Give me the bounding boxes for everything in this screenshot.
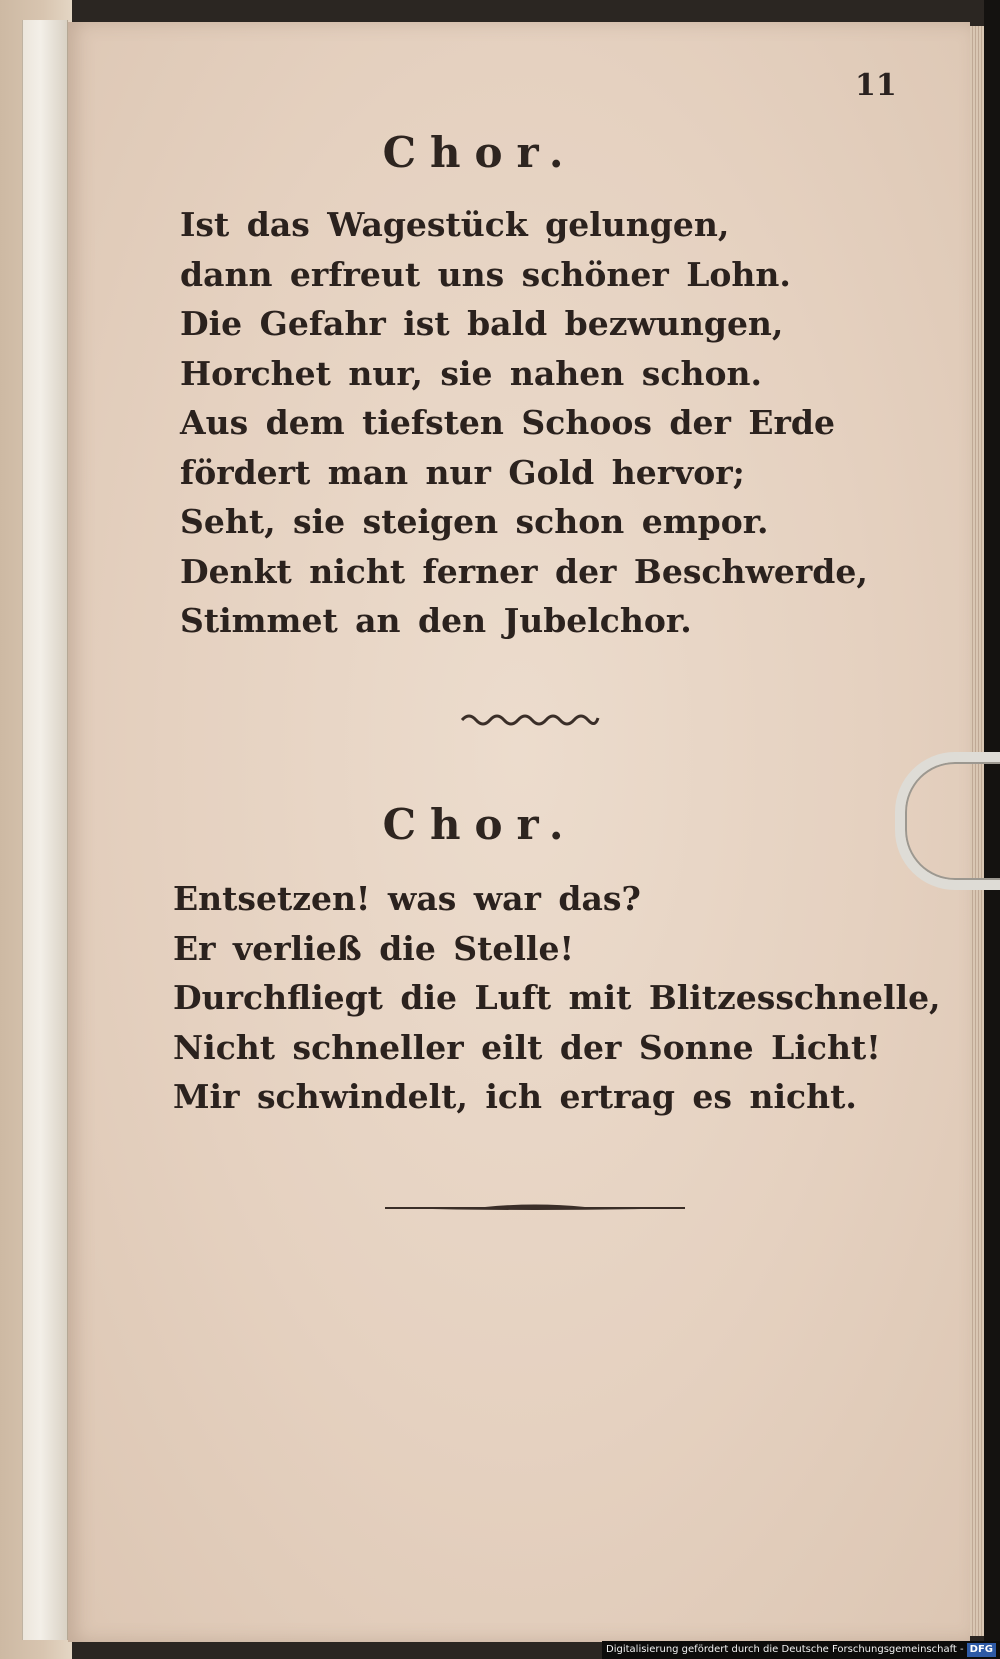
verse-block-2 <box>173 874 941 1122</box>
verse-line: Ist das Wagestück gelungen, <box>180 205 730 244</box>
footer-text: Digitalisierung gefördert durch die Deutsche Forschungsgemeinschaft - <box>606 1644 964 1655</box>
verse-line: Mir schwindelt, ich ertrag es nicht. <box>173 1077 857 1116</box>
verse-line: Stimmet an den Jubelchor. <box>180 601 692 640</box>
verse-line: Nicht schneller eilt der Sonne Licht! <box>173 1027 881 1067</box>
verse-line: Die Gefahr ist bald bezwungen, <box>180 304 784 343</box>
verse-line: dann erfreut uns schöner Lohn. <box>180 254 791 294</box>
section-heading-2: Chor. <box>382 800 578 849</box>
dfg-logo: DFG <box>967 1643 996 1657</box>
page-number: 11 <box>855 68 897 103</box>
section-heading-1: Chor. <box>382 128 578 177</box>
verse-line: Er verließ die Stelle! <box>173 928 574 968</box>
verse-line: Aus dem tiefsten Schoos der Erde <box>180 403 835 442</box>
end-rule-divider <box>385 1200 685 1216</box>
verse-line: fördert man nur Gold hervor; <box>180 452 745 492</box>
page-clip <box>895 752 1000 890</box>
footer-credit <box>602 1641 1000 1659</box>
verse-block-1 <box>180 200 868 646</box>
verse-line: Seht, sie steigen schon empor. <box>180 502 769 541</box>
ornamental-divider <box>460 708 600 728</box>
verse-line: Entsetzen! was war das? <box>173 879 641 918</box>
verse-line: Horchet nur, sie nahen schon. <box>180 353 762 393</box>
verse-line: Denkt nicht ferner der Beschwerde, <box>180 551 868 591</box>
verse-line: Durchfliegt die Luft mit Blitzesschnelle, <box>173 978 941 1017</box>
